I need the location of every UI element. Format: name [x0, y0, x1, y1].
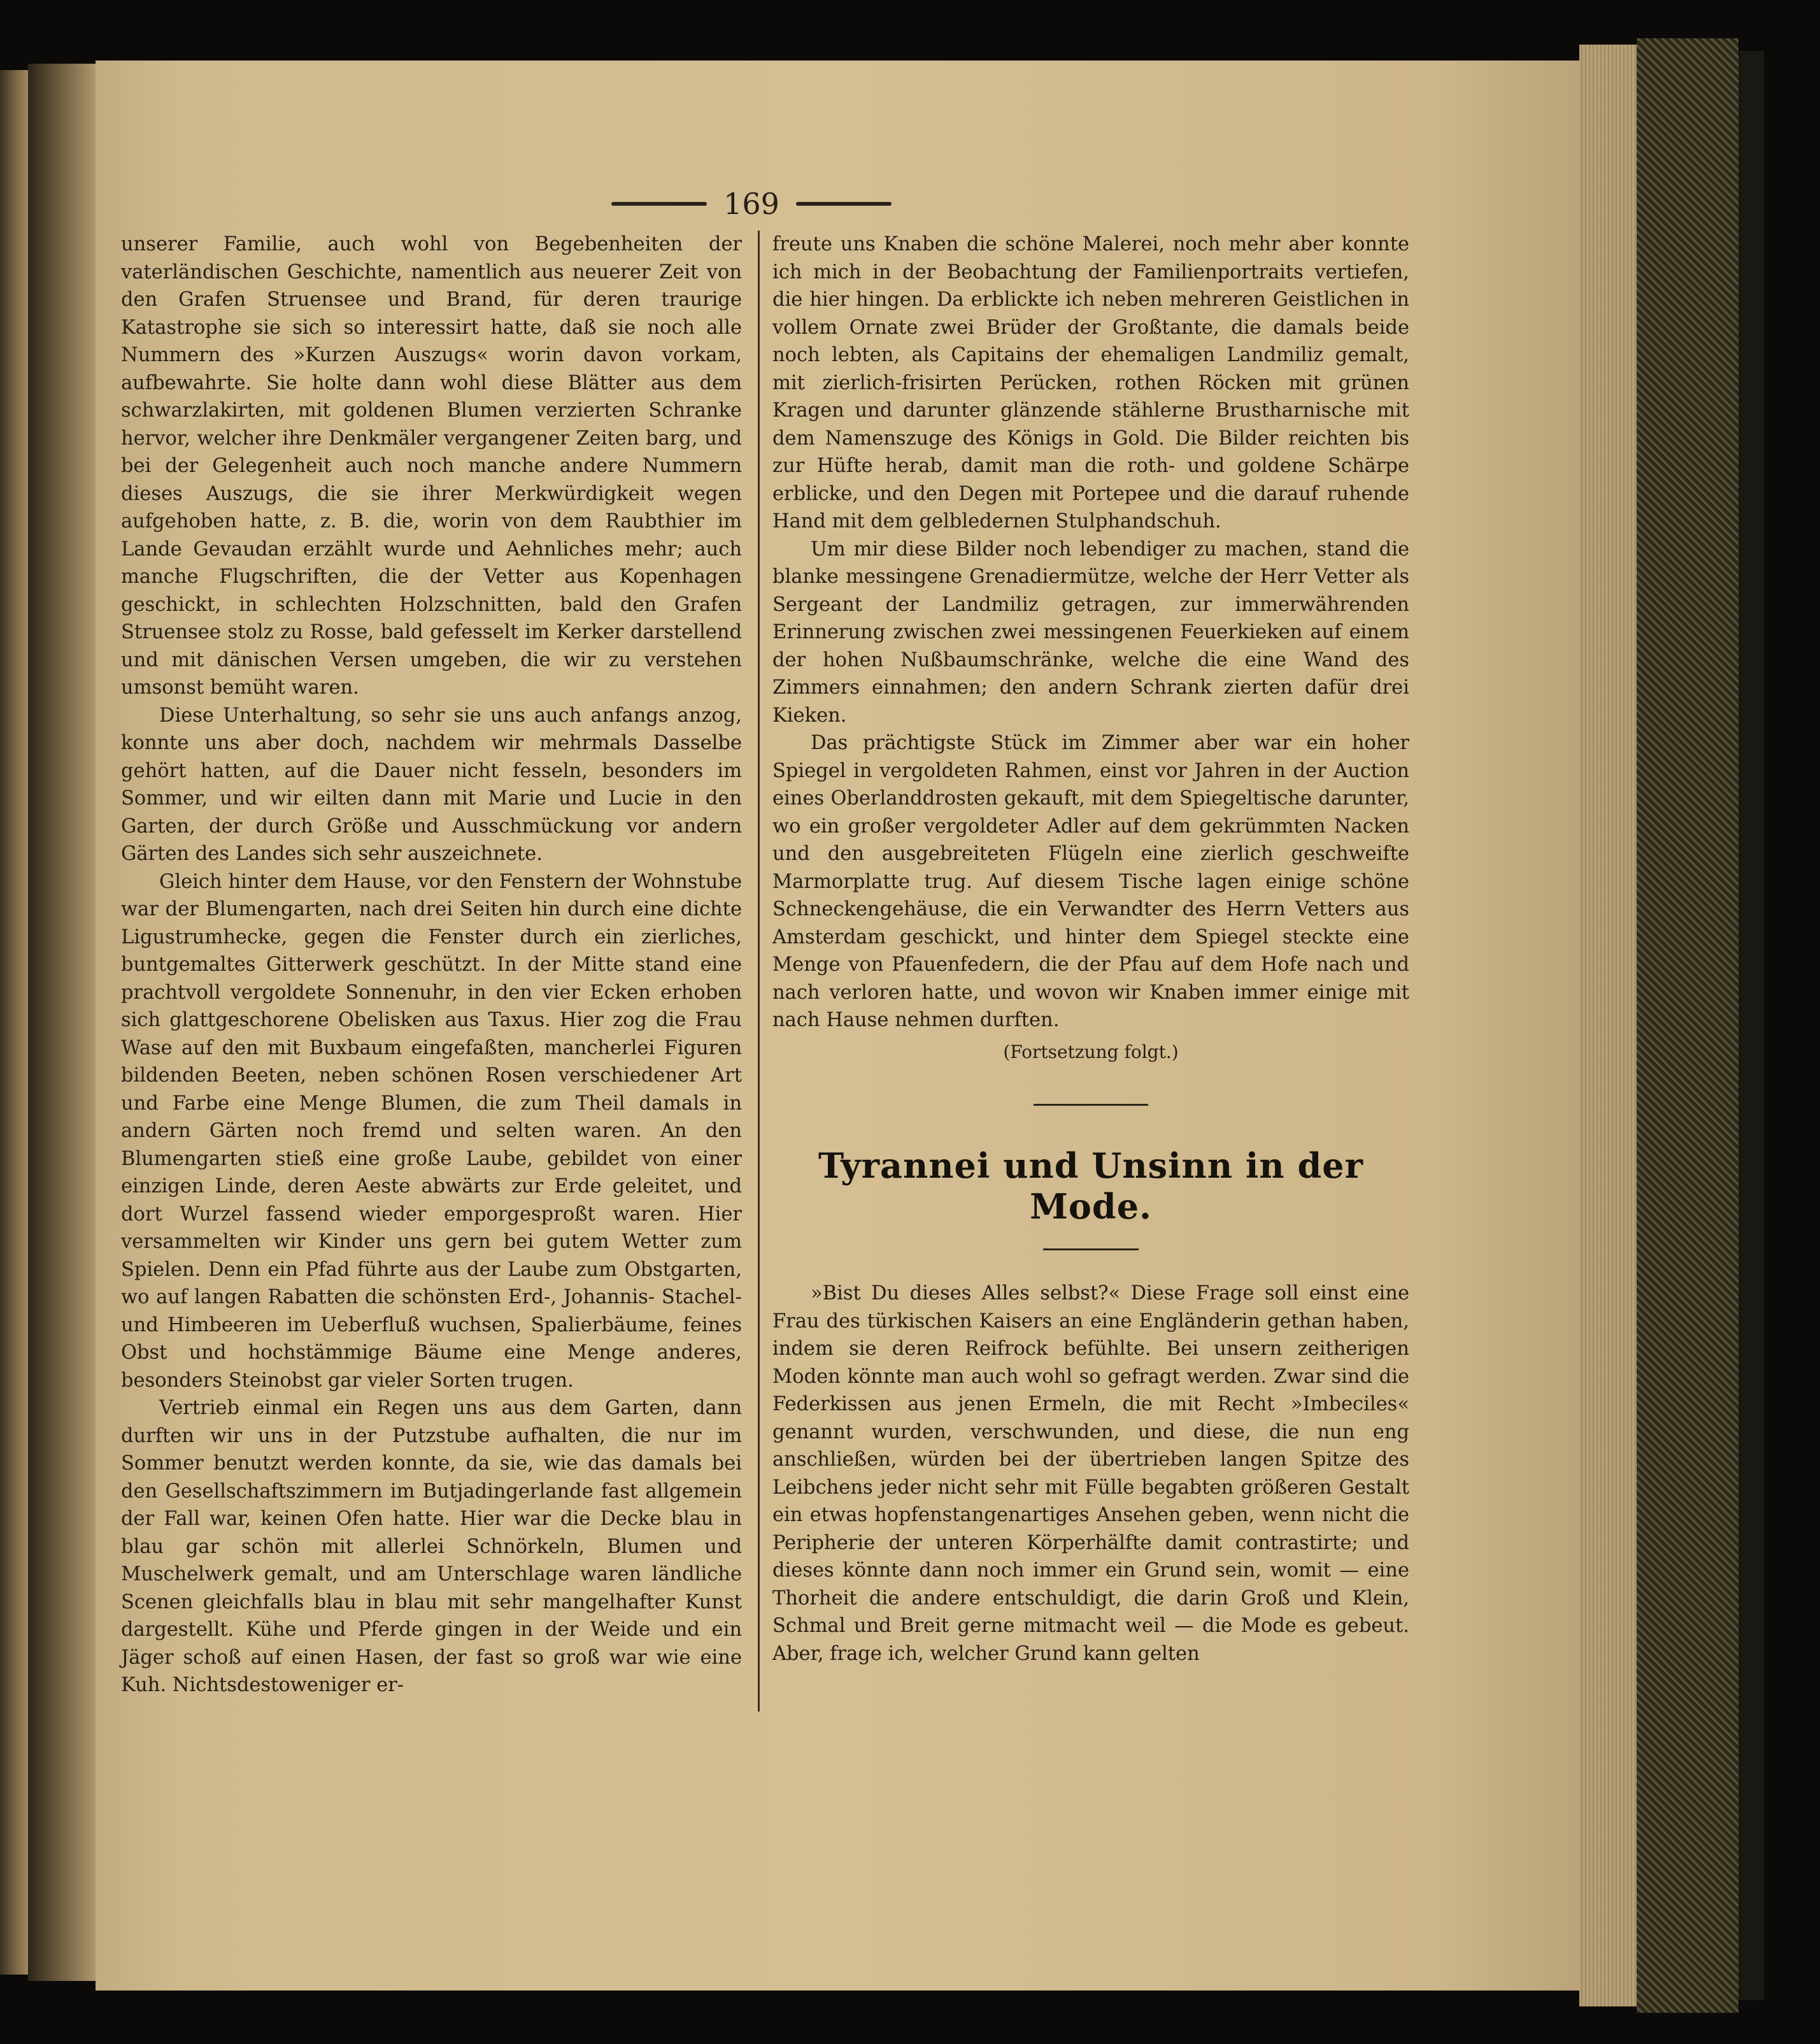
header-rule-right: [796, 202, 892, 206]
article-title: Tyrannei und Unsinn in der Mode.: [818, 1145, 1364, 1227]
left-paragraph-3: Gleich hinter dem Hause, vor den Fenstern der Wohnstube war der Blumengarten, nach drei Seiten hin durch eine dichte Ligustrumhecke, gegen die Fenster durch ein zierliches, buntgemaltes Gitterwerk geschützt. In der Mitte stand eine prachtvoll vergoldete Sonnenuhr, in den vier Ecken erhoben sich glattgeschorene Obelisken aus Taxus. Hier zog die Frau Wase auf den mit Buxbaum eingefaßten, mancherlei Figuren bildenden Beeten, neben schönen Rosen verschiedener Art und Farbe eine Menge Blumen, die zum Theil damals in andern Gärten noch fremd und selten waren. An den Blumengarten stieß eine große Laube, gebildet von einer einzigen Linde, deren Aeste abwärts zur Erde geleitet, und dort Wurzel fassend wieder emporgesproßt waren. Hier versammelten wir Kinder uns gern bei gutem Wetter zum Spielen. Denn ein Pfad führte aus der Laube zum Obstgarten, wo auf langen Rabatten die schönsten Erd-, Johannis- Stachel- und Himbeeren im Ueberfluß wuchsen, Spalierbäume, feines Obst und hochstämmige Bäume eine Menge anderes, besonders Steinobst gar vieler Sorten trugen.: [121, 870, 742, 1392]
right-paragraph-1: freute uns Knaben die schöne Malerei, noch mehr aber konnte ich mich in der Beobachtung der Familienportraits vertiefen, die hier hingen. Da erblickte ich neben mehreren Geistlichen in vollem Ornate zwei Brüder der Großtante, die damals beide noch lebten, als Capitains der ehemaligen Landmiliz gemalt, mit zierlich-frisirten Perücken, rothen Röcken mit grünen Kragen und darunter glänzende stählerne Brustharnische mit dem Namenszuge des Königs in Gold. Die Bilder reichten bis zur Hüfte herab, damit man die roth- und goldene Schärpe erblicke, und den Degen mit Portepee und die darauf ruhende Hand mit dem gelbledernen Stulphandschuh.: [772, 233, 1409, 532]
left-paragraph-1: unserer Familie, auch wohl von Begebenheiten der vaterländischen Geschichte, namentlich aus neuerer Zeit von den Grafen Struensee und Brand, für deren traurige Katastrophe sie sich so interessirt hatte, daß sie noch alle Nummern des »Kurzen Auszugs« worin davon vorkam, aufbewahrte. Sie holte dann wohl diese Blätter aus dem schwarzlakirten, mit goldenen Blumen verzierten Schranke hervor, welcher ihre Denkmäler vergangener Zeiten barg, und bei der Gelegenheit auch noch manche andere Nummern dieses Auszugs, die sie ihrer Merkwürdigkeit wegen aufgehoben hatte, z. B. die, worin von dem Raubthier im Lande Gevaudan erzählt wurde und Aehnliches mehr; auch manche Flugschriften, die der Vetter aus Kopenhagen geschickt, in schlechten Holzschnitten, bald den Grafen Struensee stolz zu Rosse, bald gefesselt im Kerker darstellend und mit dänischen Versen umgeben, die wir zu verstehen umsonst bemüht waren.: [121, 233, 742, 699]
column-divider-rule: [758, 231, 760, 1712]
left-facing-page-edge: [0, 70, 28, 1975]
section-separator-rule: [1034, 1104, 1148, 1106]
cover-edge: [1738, 51, 1764, 2000]
right-text-column: [772, 231, 1409, 1668]
right-paragraph-2: Um mir diese Bilder noch lebendiger zu machen, stand die blanke messingene Grenadiermütze, welche der Herr Vetter als Sergeant der Landmiliz getragen, zur immerwährenden Erinnerung zwischen zwei messingenen Feuerkieken auf einem der hohen Nußbaumschränke, welche die eine Wand des Zimmers einnahmen; den andern Schrank zierten dafür drei Kieken.: [772, 538, 1409, 727]
page-header: [586, 185, 917, 223]
page-edges-stack: [1579, 45, 1637, 2006]
header-rule-left: [611, 202, 707, 206]
marbled-cover-board: [1637, 38, 1738, 2013]
left-text-column: [121, 231, 742, 1699]
title-underline-rule: [1043, 1248, 1139, 1250]
left-paragraph-4: Vertrieb einmal ein Regen uns aus dem Garten, dann durften wir uns in der Putzstube aufhalten, die nur im Sommer benutzt werden konnte, da sie, wie das damals bei den Gesellschaftszimmern im Butjadingerlande fast allgemein der Fall war, keinen Ofen hatte. Hier war die Decke blau in blau gar schön mit allerlei Schnörkeln, Blumen und Muschelwerk gemalt, und am Unterschlage waren ländliche Scenen gleichfalls blau in blau mit sehr mangelhafter Kunst dargestellt. Kühe und Pferde gingen in der Weide und ein Jäger schoß auf einen Hasen, der fast so groß war wie eine Kuh. Nichtsdestoweniger er-: [121, 1397, 742, 1696]
continuation-note: (Fortsetzung folgt.): [1003, 1041, 1179, 1062]
article-paragraph-1: »Bist Du dieses Alles selbst?« Diese Frage soll einst eine Frau des türkischen Kaisers an eine Engländerin gethan haben, indem sie deren Reifrock befühlte. Bei unsern zeitherigen Moden könnte man auch wohl so gefragt werden. Zwar sind die Federkissen aus jenen Ermeln, die mit Recht »Imbeciles« genannt wurden, verschwunden, und diese, die nun eng anschließen, würden bei der übertrieben langen Spitze des Leibchens jeder nicht sehr mit Fülle begabten größeren Gestalt ein etwas hopfenstangenartiges Ansehen geben, wenn nicht die Peripherie der unteren Körperhälfte damit contrastirte; und dieses könnte dann noch immer ein Grund sein, womit — eine Thorheit die andere entschuldigt, die darin Groß und Klein, Schmal und Breit gerne mitmacht weil — die Mode es gebeut. Aber, frage ich, welcher Grund kann gelten: [772, 1282, 1409, 1665]
right-paragraph-3: Das prächtigste Stück im Zimmer aber war ein hoher Spiegel in vergoldeten Rahmen, einst vor Jahren in der Auction eines Oberlanddrosten gekauft, mit dem Spiegeltische darunter, wo ein großer vergoldeter Adler auf dem gekrümmten Nacken und den ausgebreiteten Flügeln eine zierlich geschweifte Marmorplatte trug. Auf diesem Tische lagen einige schöne Schneckengehäuse, die ein Verwandter des Herrn Vetters aus Amsterdam geschickt, und hinter dem Spiegel steckte eine Menge von Pfauenfedern, die der Pfau auf dem Hofe nach und nach verloren hatte, und wovon wir Knaben immer einige mit nach Hause nehmen durften.: [772, 732, 1409, 1031]
page-number: 169: [723, 187, 779, 221]
book-gutter: [28, 64, 98, 1981]
left-paragraph-2: Diese Unterhaltung, so sehr sie uns auch anfangs anzog, konnte uns aber doch, nachdem wir mehrmals Dasselbe gehört hatten, auf die Dauer nicht fesseln, besonders im Sommer, und wir eilten dann mit Marie und Lucie in den Garten, der durch Größe und Ausschmückung vor andern Gärten des Landes sich sehr auszeichnete.: [121, 704, 742, 865]
